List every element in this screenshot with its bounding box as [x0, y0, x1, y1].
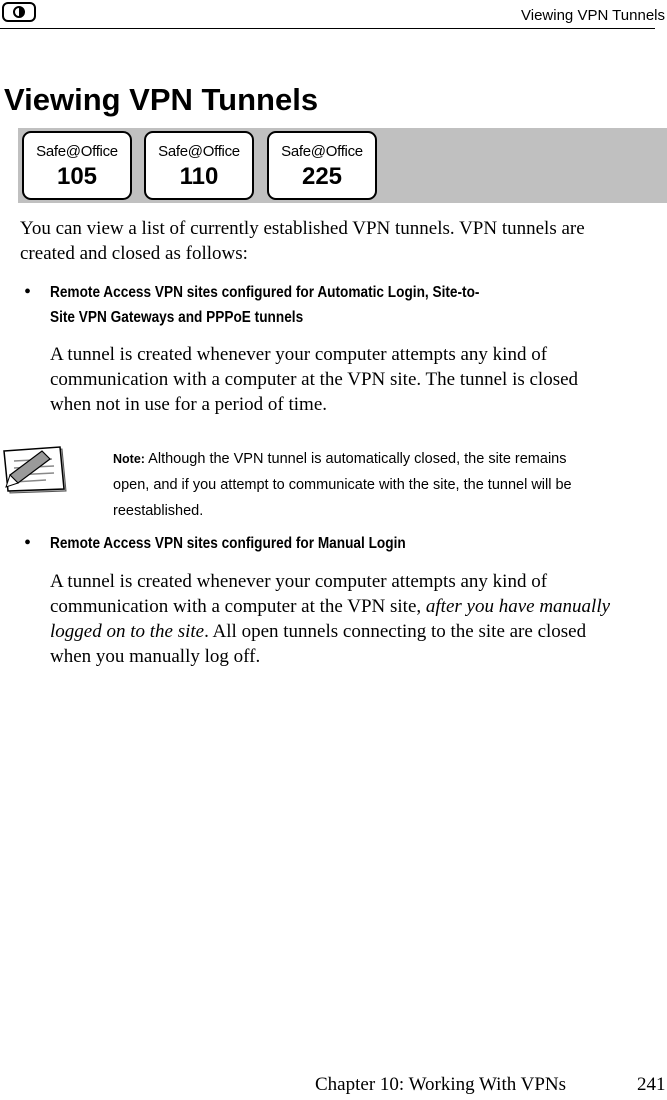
- paragraph-line: A tunnel is created whenever your computer attempts any kind of: [50, 344, 548, 365]
- section-paragraph-manual-login: [50, 569, 610, 669]
- page-title: Viewing VPN Tunnels: [4, 82, 319, 117]
- paragraph-line: when not in use for a period of time.: [50, 394, 328, 415]
- intro-line: created and closed as follows:: [20, 243, 248, 264]
- paragraph-line: [50, 594, 610, 619]
- heading-line: Site VPN Gateways and PPPoE tunnels: [50, 309, 304, 326]
- product-badge-105: [22, 131, 132, 200]
- intro-line: You can view a list of currently established VPN tunnels. VPN tunnels are: [20, 218, 585, 239]
- note-line-2: open, and if you attempt to communicate with the site, the tunnel will be: [113, 477, 572, 493]
- paragraph-emphasis: logged on to the site: [50, 621, 205, 642]
- product-badge-225: [267, 131, 377, 200]
- intro-paragraph: [20, 216, 585, 266]
- notepad-pencil-icon: [2, 445, 72, 500]
- product-brand: Safe@Office: [158, 143, 240, 160]
- paragraph-emphasis: after you have manually: [425, 596, 611, 617]
- section-heading-manual-login: [50, 531, 406, 556]
- paragraph-text: communication with a computer at the VPN site,: [50, 596, 426, 617]
- footer-chapter: Chapter 10: Working With VPNs: [315, 1074, 567, 1095]
- section-paragraph-automatic-login: [50, 342, 578, 417]
- product-applicability-bar: [18, 128, 667, 203]
- product-model: 225: [301, 163, 343, 190]
- bullet-icon: •: [24, 532, 32, 554]
- running-header-title: Viewing VPN Tunnels: [521, 7, 665, 24]
- note-line-1: Although the VPN tunnel is automatically closed, the site remains: [144, 451, 567, 467]
- note-line: [113, 446, 653, 472]
- product-badge-110: [144, 131, 254, 200]
- bullet-icon: •: [24, 281, 32, 303]
- section-heading-automatic-login: [50, 280, 479, 330]
- heading-line: Remote Access VPN sites configured for Automatic Login, Site-to-: [50, 284, 480, 301]
- document-eye-icon: [2, 2, 36, 22]
- paragraph-text: . All open tunnels connecting to the site are closed: [204, 621, 587, 642]
- product-brand: Safe@Office: [36, 143, 118, 160]
- paragraph-line: A tunnel is created whenever your computer attempts any kind of: [50, 571, 548, 592]
- paragraph-line: [50, 619, 610, 644]
- note-label: Note:: [113, 452, 145, 466]
- header-divider: [0, 28, 655, 29]
- heading-line: Remote Access VPN sites configured for Manual Login: [50, 535, 406, 552]
- note-line-3: reestablished.: [113, 503, 204, 519]
- product-brand: Safe@Office: [281, 143, 363, 160]
- product-model: 110: [179, 163, 219, 190]
- footer-page-number: 241: [637, 1074, 666, 1095]
- paragraph-line: communication with a computer at the VPN site. The tunnel is closed: [50, 369, 579, 390]
- paragraph-line: when you manually log off.: [50, 646, 261, 667]
- note-callout: [113, 446, 653, 524]
- product-model: 105: [56, 163, 98, 190]
